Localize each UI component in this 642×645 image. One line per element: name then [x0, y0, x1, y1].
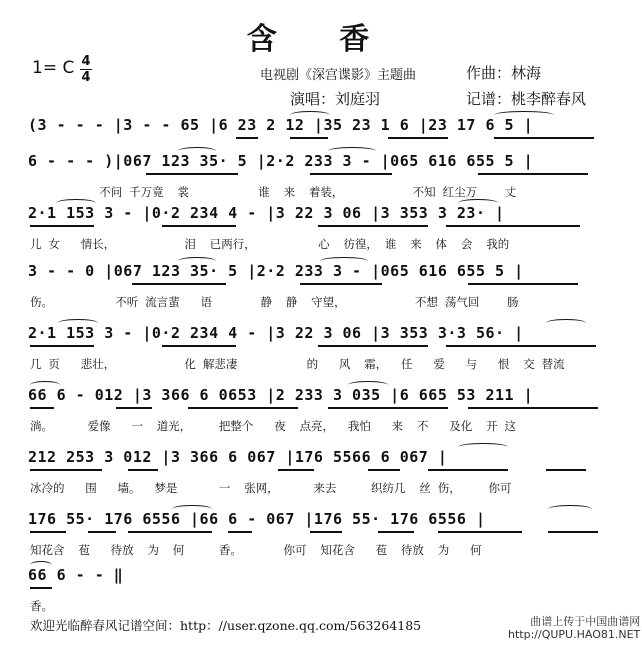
lyrics-line: 香。	[30, 599, 53, 613]
score-row-7	[28, 448, 620, 500]
lyrics-line: 知花含 苞 待放 为 何 香。 你可 知花含 苞 待放 为 何	[30, 543, 482, 557]
notation-line: 66 6 - 012 |3 366 6 0653 |2 233 3 035 |6 665 53 211 |	[28, 386, 534, 404]
notation-line: (3 - - - |3 - - 65 |6 23 2 12 |35 23 1 6 |23 17 6 5 |	[28, 116, 534, 134]
lyrics-line: 不问 千万竟 裳 谁 来 着装， 不知 红尘万 丈	[30, 185, 517, 199]
lyrics-line: 儿 女 情长， 泪 已两行， 心 彷徨， 谁 来 体 会 我的	[30, 237, 510, 251]
notation-line: 212 253 3 012 |3 366 6 067 |176 5566 6 067 |	[28, 448, 448, 466]
notation-line: 176 55· 176 6556 |66 6 - 067 |176 55· 176 6556 |	[28, 510, 486, 528]
score-row-6	[28, 386, 620, 438]
singer-credit: 演唱：刘庭羽	[290, 90, 381, 108]
score-row-3	[28, 204, 620, 256]
lyrics-line: 几 页 悲壮， 化 解悲凄 的 风 霜， 任 爱 与 恨 交 替流	[30, 357, 565, 371]
lyrics-line: 淌。 爱像 一 道光， 把整个 夜 点亮， 我怕 来 不 及化 开 这	[30, 419, 517, 433]
score-row-4	[28, 262, 620, 314]
notation-line: 6 - - - )|067 123 35· 5 |2·2 233 3 - |065 616 655 5 |	[28, 152, 534, 170]
notation-line: 2·1 153 3 - |0·2 234 4 - |3 22 3 06 |3 353 3 23· |	[28, 204, 505, 222]
score-row-5	[28, 324, 620, 376]
composer-credit: 作曲：林海	[466, 64, 542, 82]
subtitle: 电视剧《深宫谍影》主题曲	[260, 68, 417, 83]
notation-line: 3 - - 0 |067 123 35· 5 |2·2 233 3 - |065 616 655 5 |	[28, 262, 524, 280]
upload-note-line2: http://QUPU.HAO81.NET	[508, 628, 641, 641]
lyrics-line: 冰冷的 围 墙。 梦是 一 张网， 来去 织纺几 丝 伤， 你可	[30, 481, 512, 495]
time-signature	[80, 55, 92, 84]
upload-note-line1: 曲谱上传于中国曲谱网	[530, 615, 641, 628]
transcriber-credit: 记谱：桃李醉春风	[466, 90, 587, 108]
notation-line: 66 6 - - ‖	[28, 566, 124, 584]
score-row-9	[28, 566, 620, 618]
footer-text: 欢迎光临醉春风记谱空间：http：//user.qzone.qq.com/563264185	[30, 618, 422, 633]
notation-line: 2·1 153 3 - |0·2 234 4 - |3 22 3 06 |3 353 3·3 56· |	[28, 324, 524, 342]
upload-note	[508, 615, 640, 641]
score-row-8	[28, 510, 620, 562]
key-signature: 1= C	[32, 58, 75, 78]
score-row-2	[28, 152, 620, 204]
time-signature-top: 4	[81, 54, 91, 69]
song-title: 含 香	[246, 22, 396, 57]
lyrics-line: 伤。 不听 流言蜚 语 静 静 守望， 不想 荡气回 肠	[30, 295, 519, 309]
time-signature-bottom: 4	[81, 70, 91, 85]
